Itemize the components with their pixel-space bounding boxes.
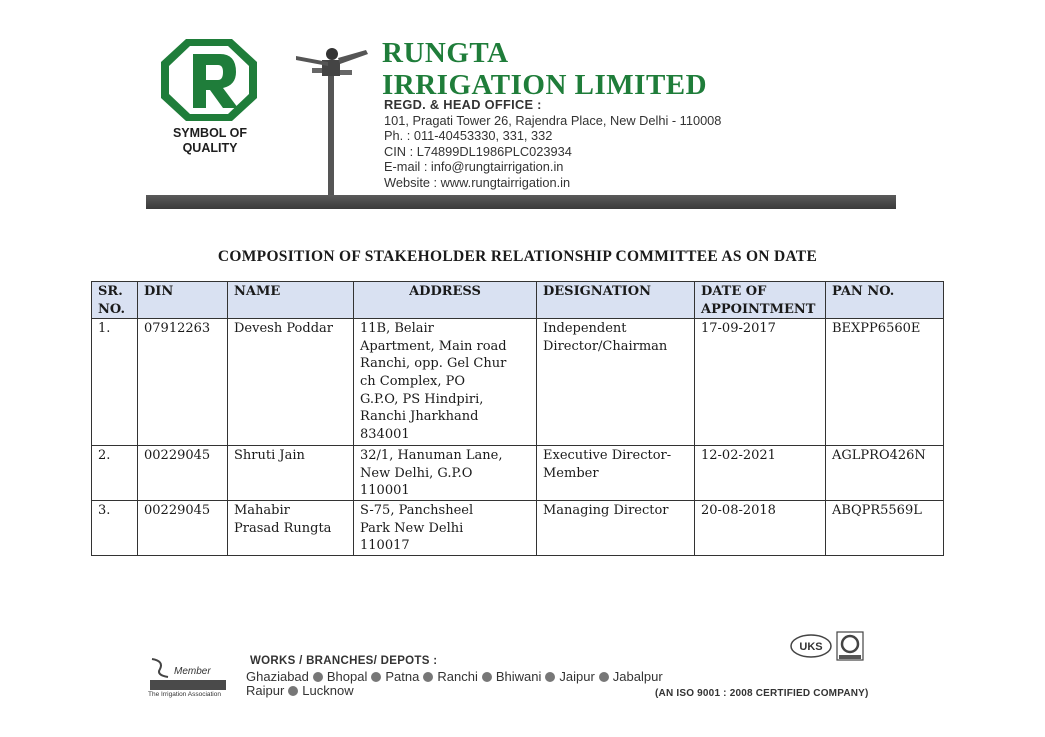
cell-date: 20-08-2018 bbox=[695, 500, 826, 555]
bullet-icon bbox=[371, 672, 381, 682]
association-bar bbox=[150, 680, 226, 690]
location-item: Jaipur bbox=[559, 669, 595, 684]
cell-din: 07912263 bbox=[138, 319, 228, 446]
cell-name: Devesh Poddar bbox=[228, 319, 354, 446]
cell-sr: 1. bbox=[92, 319, 138, 446]
association-swoosh-icon bbox=[150, 657, 172, 679]
works-title: WORKS / BRANCHES/ DEPOTS : bbox=[250, 655, 438, 667]
company-name bbox=[382, 37, 707, 101]
iso-certification: (AN ISO 9001 : 2008 CERTIFIED COMPANY) bbox=[655, 688, 869, 699]
uks-certification-icon bbox=[789, 630, 867, 666]
office-phone: Ph. : 011-40453330, 331, 332 bbox=[384, 128, 553, 144]
office-label: REGD. & HEAD OFFICE : bbox=[384, 97, 542, 112]
table-row bbox=[92, 446, 944, 501]
location-item: Bhiwani bbox=[495, 669, 542, 684]
symbol-line-2: QUALITY bbox=[182, 141, 238, 155]
cell-address: 11B, Belair Apartment, Main road Ranchi, opp. Gel Chur ch Complex, PO G.P.O, PS Hindpiri, Ranchi Jharkhand 834001 bbox=[354, 319, 537, 446]
committee-table bbox=[91, 281, 944, 556]
cell-address: 32/1, Hanuman Lane, New Delhi, G.P.O 110001 bbox=[354, 446, 537, 501]
table-header-row bbox=[92, 282, 944, 319]
uks-label: UKS bbox=[799, 641, 823, 653]
cell-pan: BEXPP6560E bbox=[826, 319, 944, 446]
header-sr-no: SR. NO. bbox=[92, 282, 138, 319]
association-name: The Irrigation Association bbox=[148, 691, 221, 698]
rungta-logo-icon bbox=[160, 38, 258, 122]
cell-pan: AGLPRO426N bbox=[826, 446, 944, 501]
header-name: NAME bbox=[228, 282, 354, 319]
cell-address: S-75, Panchsheel Park New Delhi 110017 bbox=[354, 500, 537, 555]
bullet-icon bbox=[545, 672, 555, 682]
location-item: Lucknow bbox=[302, 683, 354, 698]
location-item: Jabalpur bbox=[612, 669, 663, 684]
office-address: 101, Pragati Tower 26, Rajendra Place, New Delhi - 110008 bbox=[384, 112, 722, 128]
cell-pan: ABQPR5569L bbox=[826, 500, 944, 555]
office-details bbox=[384, 97, 721, 191]
bullet-icon bbox=[482, 672, 492, 682]
symbol-of-quality bbox=[146, 126, 274, 156]
header-din: DIN bbox=[138, 282, 228, 319]
cell-date: 17-09-2017 bbox=[695, 319, 826, 446]
location-item: Ghaziabad bbox=[246, 669, 309, 684]
sprinkler-icon bbox=[292, 42, 372, 202]
cell-name: Shruti Jain bbox=[228, 446, 354, 501]
bullet-icon bbox=[313, 672, 323, 682]
location-item: Ranchi bbox=[437, 669, 478, 684]
bullet-icon bbox=[599, 672, 609, 682]
cell-sr: 3. bbox=[92, 500, 138, 555]
header-pan-no: PAN NO. bbox=[826, 282, 944, 319]
cell-name: Mahabir Prasad Rungta bbox=[228, 500, 354, 555]
cell-date: 12-02-2021 bbox=[695, 446, 826, 501]
header-date-of-appointment: DATE OF APPOINTMENT bbox=[695, 282, 826, 319]
office-website: Website : www.rungtairrigation.in bbox=[384, 174, 571, 190]
cell-designation: Executive Director- Member bbox=[537, 446, 695, 501]
table-row bbox=[92, 500, 944, 555]
cell-designation: Independent Director/Chairman bbox=[537, 319, 695, 446]
company-name-line-2: IRRIGATION LIMITED bbox=[382, 69, 708, 101]
bullet-icon bbox=[423, 672, 433, 682]
cell-din: 00229045 bbox=[138, 446, 228, 501]
location-item: Bhopal bbox=[326, 669, 368, 684]
letterhead-divider bbox=[146, 195, 896, 209]
cell-din: 00229045 bbox=[138, 500, 228, 555]
member-label: Member bbox=[174, 666, 211, 677]
header-designation: DESIGNATION bbox=[537, 282, 695, 319]
location-item: Patna bbox=[385, 669, 420, 684]
symbol-line-1: SYMBOL OF bbox=[172, 126, 248, 140]
company-name-line-1: RUNGTA bbox=[382, 37, 509, 69]
cell-sr: 2. bbox=[92, 446, 138, 501]
header-address: ADDRESS bbox=[354, 282, 537, 319]
document-heading: COMPOSITION OF STAKEHOLDER RELATIONSHIP COMMITTEE AS ON DATE bbox=[217, 248, 818, 265]
location-item: Raipur bbox=[246, 683, 285, 698]
irrigation-association-member-logo bbox=[148, 655, 230, 700]
office-email: E-mail : info@rungtairrigation.in bbox=[384, 159, 564, 175]
office-cin: CIN : L74899DL1986PLC023934 bbox=[384, 143, 572, 159]
table-row bbox=[92, 319, 944, 446]
bullet-icon bbox=[288, 686, 298, 696]
cell-designation: Managing Director bbox=[537, 500, 695, 555]
